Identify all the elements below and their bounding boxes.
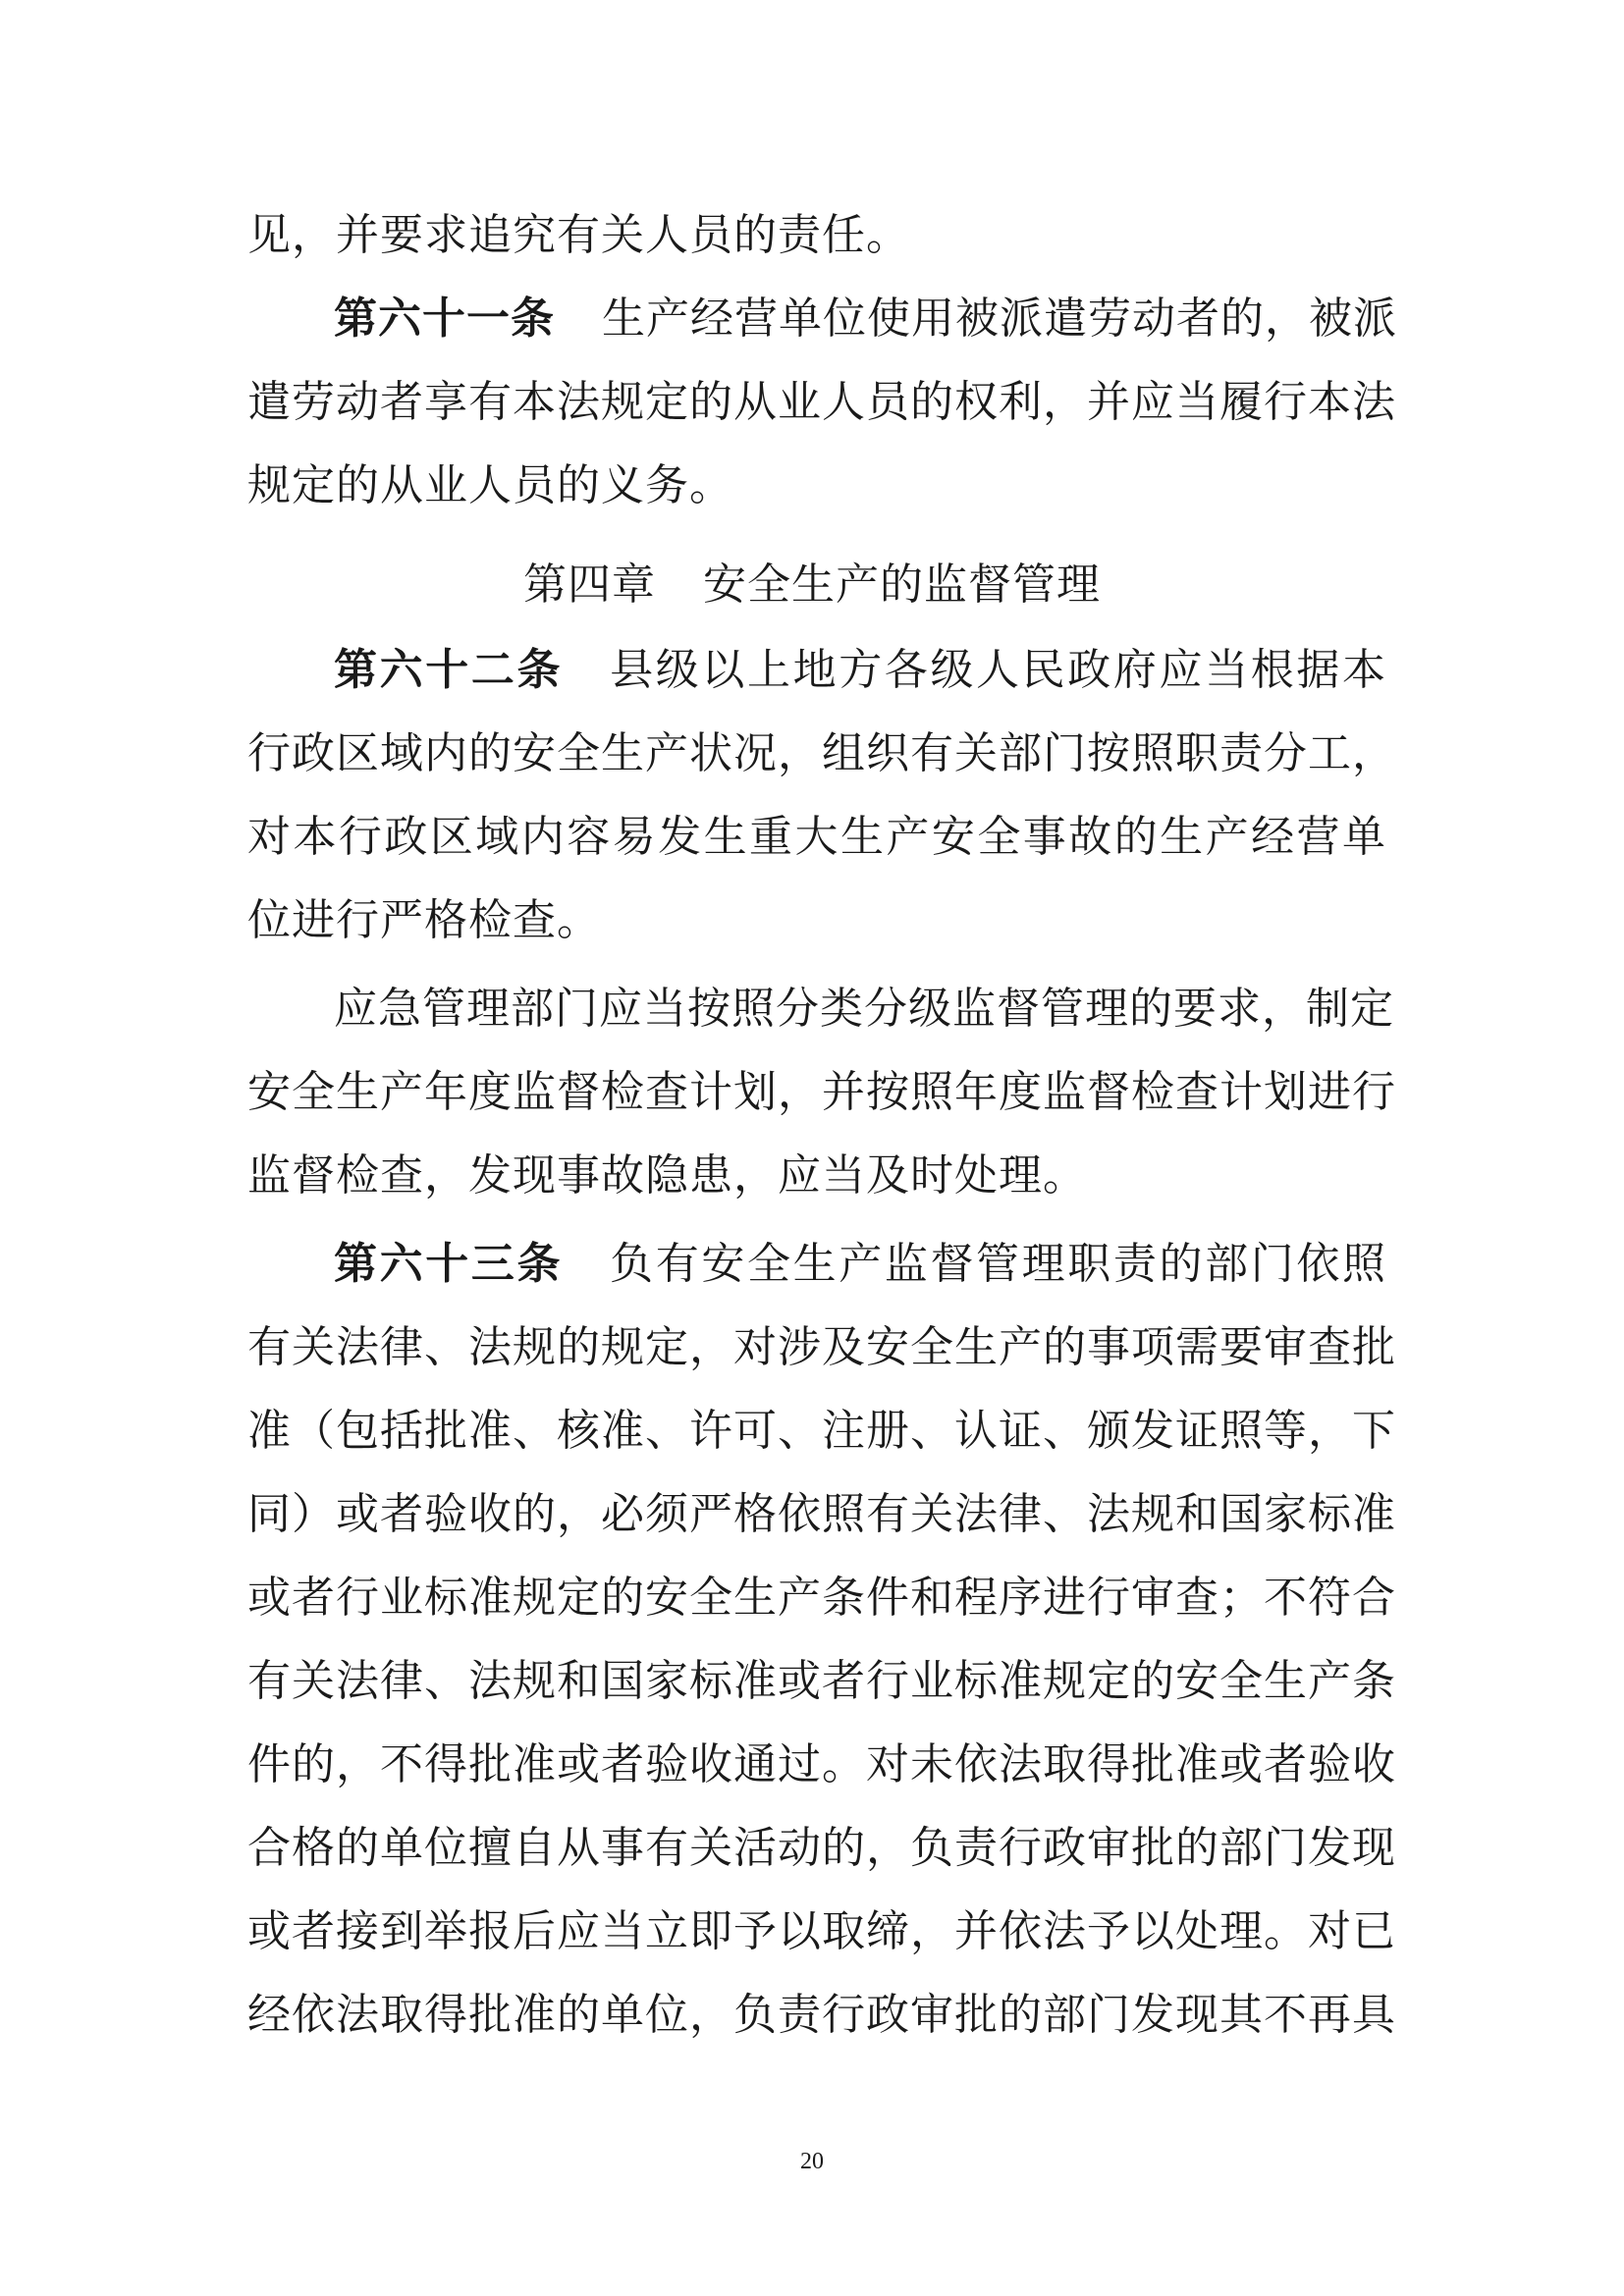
article-62-label: 第六十二条 xyxy=(334,645,564,695)
line-text: 件的，不得批准或者验收通过。对未依法取得批准或者验收 xyxy=(247,1739,1396,1789)
article-62-heading-line xyxy=(247,636,1386,705)
text-line-13 xyxy=(247,1313,1396,1382)
line-text: 规定的从业人员的义务。 xyxy=(247,460,733,510)
line-text: 行政区域内的安全生产状况，组织有关部门按照职责分工， xyxy=(247,728,1396,778)
chapter-number: 第四章 xyxy=(523,560,656,610)
line-text: 监督检查，发现事故隐患，应当及时处理。 xyxy=(247,1150,1087,1201)
text-line-1 xyxy=(247,201,1386,270)
chapter-title: 安全生产的监督管理 xyxy=(703,560,1101,610)
line-text: 县级以上地方各级人民政府应当根据本 xyxy=(610,645,1387,695)
line-text: 有关法律、法规的规定，对涉及安全生产的事项需要审查批 xyxy=(247,1322,1396,1372)
line-text: 负有安全生产监督管理职责的部门依照 xyxy=(610,1239,1387,1289)
text-line-17 xyxy=(247,1647,1396,1716)
text-line-10 xyxy=(247,1058,1396,1127)
text-line-3 xyxy=(247,368,1396,437)
line-text: 安全生产年度监督检查计划，并按照年度监督检查计划进行 xyxy=(247,1067,1396,1117)
line-text: 应急管理部门应当按照分类分级监督管理的要求，制定 xyxy=(334,984,1394,1034)
text-line-8 xyxy=(247,886,1386,955)
line-text: 准（包括批准、核准、许可、注册、认证、颁发证照等，下 xyxy=(247,1406,1396,1456)
chapter-heading xyxy=(0,548,1624,622)
line-text: 经依法取得批准的单位，负责行政审批的部门发现其不再具 xyxy=(247,1990,1396,2040)
text-line-7 xyxy=(247,803,1386,872)
line-text: 或者行业标准规定的安全生产条件和程序进行审查；不符合 xyxy=(247,1573,1396,1623)
line-text: 同）或者验收的，必须严格依照有关法律、法规和国家标准 xyxy=(247,1489,1396,1539)
text-line-16 xyxy=(247,1564,1396,1632)
text-line-20 xyxy=(247,1897,1396,1966)
text-line-15 xyxy=(247,1480,1396,1549)
article-61-label: 第六十一条 xyxy=(334,294,555,344)
line-text: 或者接到举报后应当立即予以取缔，并依法予以处理。对已 xyxy=(247,1906,1396,1956)
line-text: 生产经营单位使用被派遣劳动者的，被派 xyxy=(602,294,1397,344)
line-text: 遣劳动者享有本法规定的从业人员的权利，并应当履行本法 xyxy=(247,377,1396,427)
article-63-heading-line xyxy=(247,1230,1386,1299)
line-text: 合格的单位擅自从事有关活动的，负责行政审批的部门发现 xyxy=(247,1823,1396,1873)
line-text: 有关法律、法规和国家标准或者行业标准规定的安全生产条 xyxy=(247,1656,1396,1706)
text-line-9 xyxy=(247,975,1394,1043)
text-line-11 xyxy=(247,1142,1386,1210)
text-line-4 xyxy=(247,452,1386,520)
text-line-19 xyxy=(247,1814,1396,1883)
line-text: 位进行严格检查。 xyxy=(247,895,601,945)
article-63-label: 第六十三条 xyxy=(334,1239,564,1289)
text-line-14 xyxy=(247,1397,1396,1466)
line-text: 见，并要求追究有关人员的责任。 xyxy=(247,210,910,260)
text-line-6 xyxy=(247,720,1396,788)
article-61-heading-line xyxy=(247,285,1397,353)
page-number: 20 xyxy=(800,2149,824,2174)
line-text: 对本行政区域内容易发生重大生产安全事故的生产经营单 xyxy=(247,812,1386,862)
text-line-21 xyxy=(247,1981,1396,2050)
text-line-18 xyxy=(247,1731,1396,1799)
